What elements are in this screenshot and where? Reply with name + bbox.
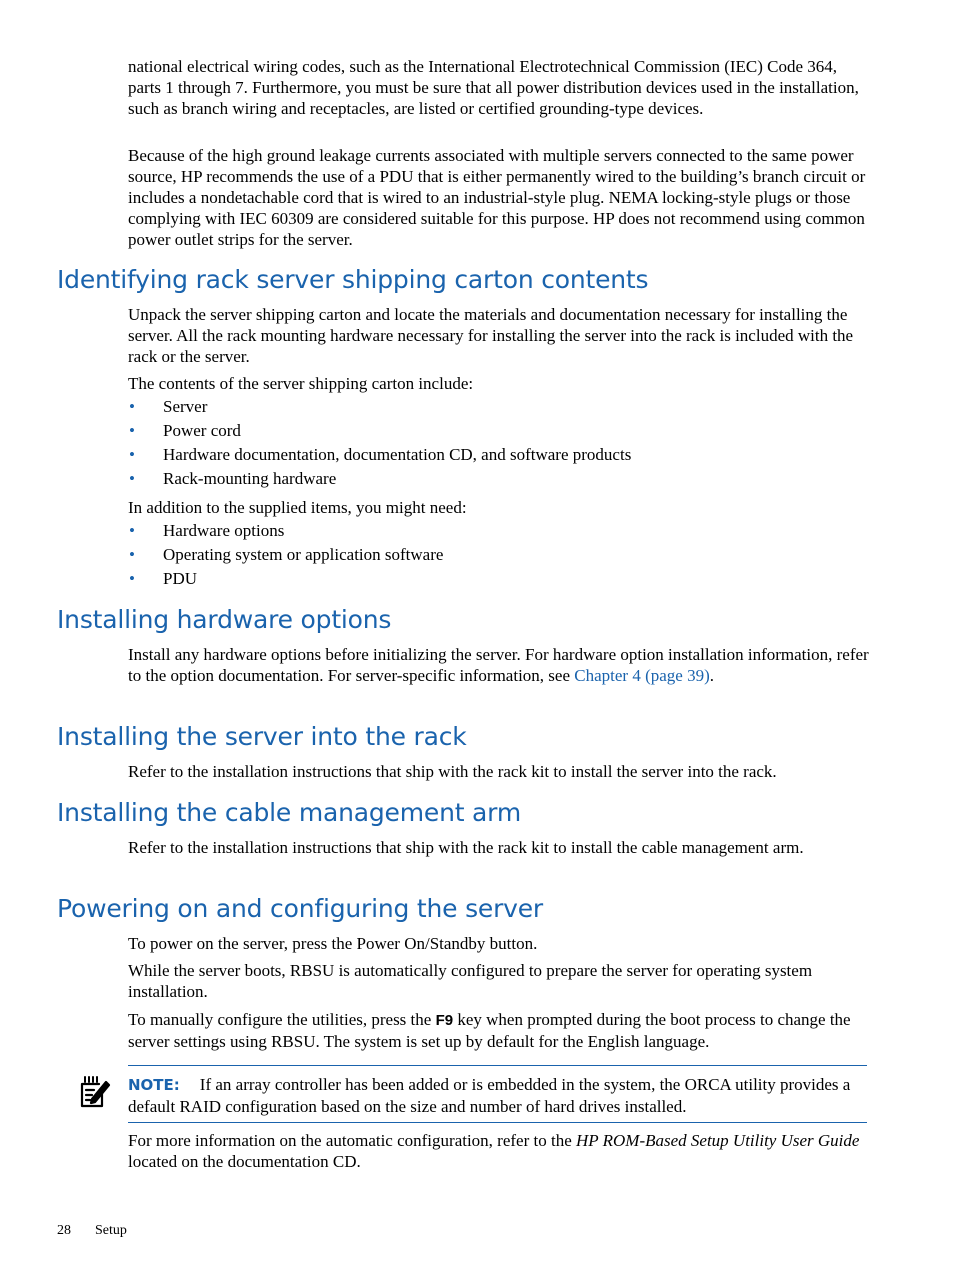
bullet-icon: • xyxy=(129,445,135,464)
chapter-4-link[interactable]: Chapter 4 (page 39) xyxy=(574,666,710,685)
extras-list xyxy=(128,519,443,591)
list-item: • Hardware documentation, documentation CD, and software products xyxy=(128,443,631,467)
shipping-paragraph-3: In addition to the supplied items, you might need: xyxy=(128,498,467,517)
footer-section: Setup xyxy=(95,1223,127,1238)
heading-hardware-options: Installing hardware options xyxy=(57,605,392,634)
shipping-contents-list xyxy=(128,395,631,491)
powering-paragraph-2: While the server boots, RBSU is automatically configured to prepare the server for operating system installation. xyxy=(128,961,813,1001)
list-item: • PDU xyxy=(128,567,443,591)
powering-paragraph-3: To manually configure the utilities, press the F9 key when prompted during the boot process to change the server settings using RBSU. The system is set up by default for the English language. xyxy=(128,1010,851,1051)
note-pencil-icon xyxy=(77,1075,111,1109)
bullet-icon: • xyxy=(129,397,135,416)
bullet-icon: • xyxy=(129,469,135,488)
page-number: 28 xyxy=(57,1223,71,1238)
heading-server-into-rack: Installing the server into the rack xyxy=(57,722,467,751)
shipping-paragraph-2: The contents of the server shipping carton include: xyxy=(128,374,474,393)
note-text: If an array controller has been added or is embedded in the system, the ORCA utility provides a default RAID configuration based on the size and number of hard drives installed. xyxy=(128,1075,851,1116)
note-bottom-divider xyxy=(128,1122,867,1123)
heading-cable-management-arm: Installing the cable management arm xyxy=(57,798,521,827)
intro-paragraph-1: national electrical wiring codes, such as the International Electrotechnical Commission (IEC) Code 364, parts 1 through 7. Furthermore, you must be sure that all power distribution devices used in the installation, such as branch wiring and receptacles, are listed or certified grounding-type devices. xyxy=(128,57,859,118)
rack-paragraph: Refer to the installation instructions that ship with the rack kit to install the server into the rack. xyxy=(128,762,777,781)
powering-paragraph-4: For more information on the automatic configuration, refer to the HP ROM-Based Setup Utility User Guide located on the documentation CD. xyxy=(128,1131,860,1171)
shipping-paragraph-1: Unpack the server shipping carton and locate the materials and documentation necessary for installing the server. All the rack mounting hardware necessary for installing the server into the rack is included with the rack or the server. xyxy=(128,305,854,366)
page-footer xyxy=(57,1222,127,1240)
hardware-options-paragraph: Install any hardware options before initializing the server. For hardware option installation information, refer to the option documentation. For server-specific information, see Chapter 4 (page 39). xyxy=(128,645,869,685)
bullet-icon: • xyxy=(129,521,135,540)
note-top-divider xyxy=(128,1065,867,1066)
bullet-icon: • xyxy=(129,545,135,564)
note-label: NOTE: xyxy=(128,1076,180,1094)
list-item: • Hardware options xyxy=(128,519,443,543)
guide-title: HP ROM-Based Setup Utility User Guide xyxy=(576,1131,860,1150)
list-item: • Server xyxy=(128,395,631,419)
intro-paragraph-2: Because of the high ground leakage currents associated with multiple servers connected to the same power source, HP recommends the use of a PDU that is either permanently wired to the building’s branch circuit or includes a nondetachable cord that is wired to an industrial-style plug. NEMA locking-style plugs or those complying with IEC 60309 are considered suitable for this purpose. HP does not recommend using common power outlet strips for the server. xyxy=(128,146,866,249)
heading-shipping-carton: Identifying rack server shipping carton contents xyxy=(57,265,649,294)
bullet-icon: • xyxy=(129,421,135,440)
cable-arm-paragraph: Refer to the installation instructions that ship with the rack kit to install the cable management arm. xyxy=(128,838,804,857)
heading-powering-on: Powering on and configuring the server xyxy=(57,894,544,923)
f9-key-label: F9 xyxy=(435,1012,454,1029)
list-item: • Operating system or application software xyxy=(128,543,443,567)
list-item: • Rack-mounting hardware xyxy=(128,467,631,491)
list-item: • Power cord xyxy=(128,419,631,443)
bullet-icon: • xyxy=(129,569,135,588)
note-block xyxy=(128,1074,870,1117)
powering-paragraph-1: To power on the server, press the Power On/Standby button. xyxy=(128,934,538,953)
